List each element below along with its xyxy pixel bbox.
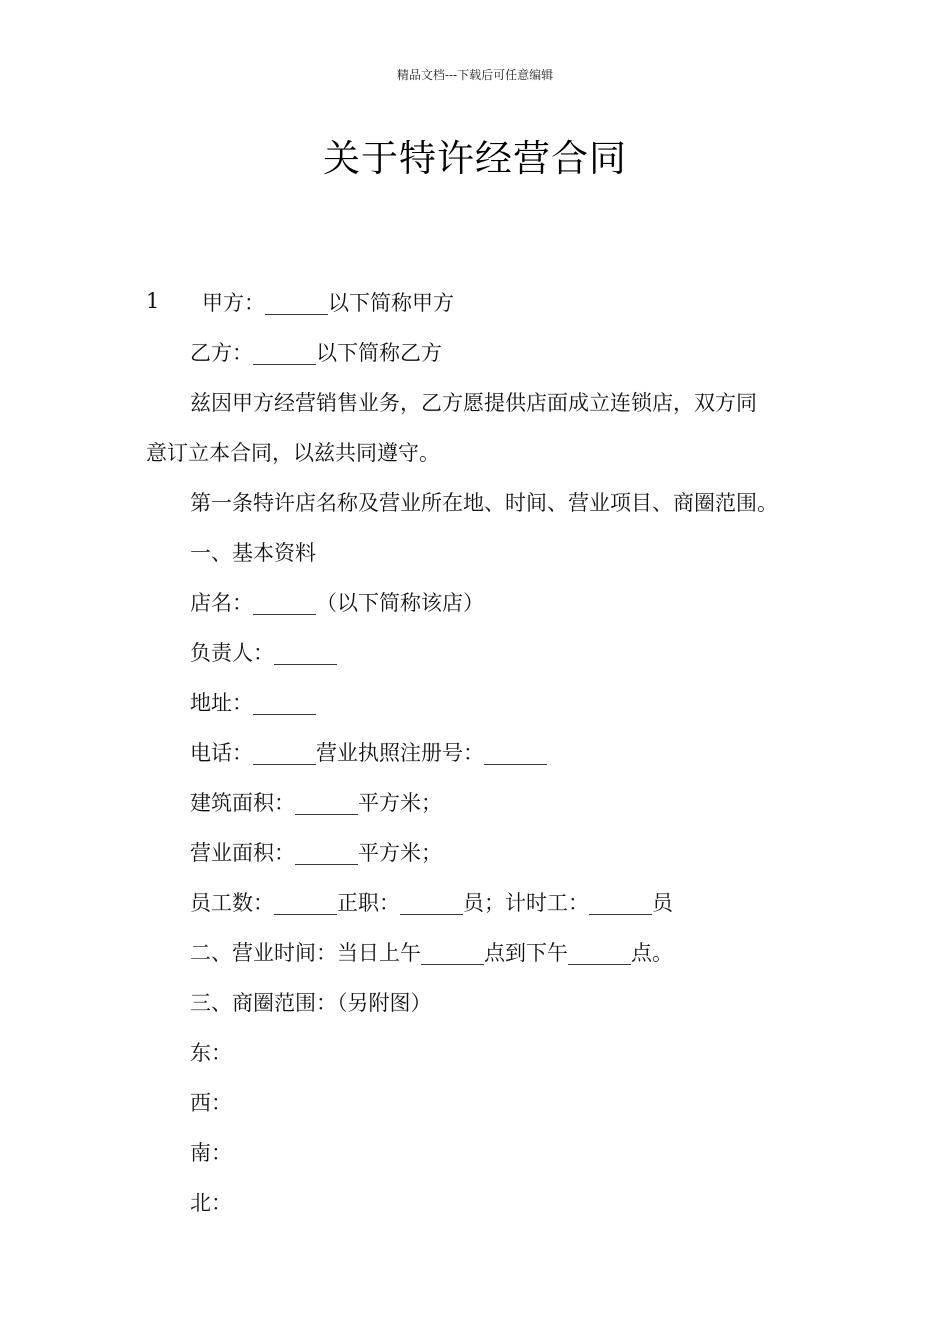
address-field: 地址：______ (190, 691, 316, 715)
document-title: 关于特许经营合同 (323, 137, 627, 180)
intro-line-1: 兹因甲方经营销售业务，乙方愿提供店面成立连锁店，双方同 (190, 391, 757, 415)
store-name-field: 店名：______（以下简称该店） (190, 591, 484, 615)
west-boundary: 西： (190, 1091, 232, 1115)
section-business-hours: 二、营业时间：当日上午______点到下午______点。 (190, 941, 673, 965)
building-area-field: 建筑面积：______平方米； (190, 791, 442, 815)
party-b-line: 乙方：______以下简称乙方 (190, 341, 442, 365)
north-boundary: 北： (190, 1191, 232, 1215)
intro-line-2: 意订立本合同，以兹共同遵守。 (146, 441, 440, 465)
section-trade-area: 三、商圈范围：（另附图） (190, 991, 432, 1015)
south-boundary: 南： (190, 1141, 232, 1165)
east-boundary: 东： (190, 1041, 232, 1065)
manager-field: 负责人：______ (190, 641, 337, 665)
staff-field: 员工数：______正职：______员；计时工：______员 (190, 891, 673, 915)
section-basic-info: 一、基本资料 (190, 541, 316, 565)
page-header: 精品文档---下载后可任意编辑 (396, 68, 554, 82)
clause-number: 1 (146, 289, 160, 313)
article-1-heading: 第一条特许店名称及营业所在地、时间、营业项目、商圈范围。 (190, 491, 778, 515)
party-a-line: 甲方：______以下简称甲方 (202, 291, 454, 315)
business-area-field: 营业面积：______平方米； (190, 841, 442, 865)
phone-license-field: 电话：______营业执照注册号：______ (190, 741, 547, 765)
